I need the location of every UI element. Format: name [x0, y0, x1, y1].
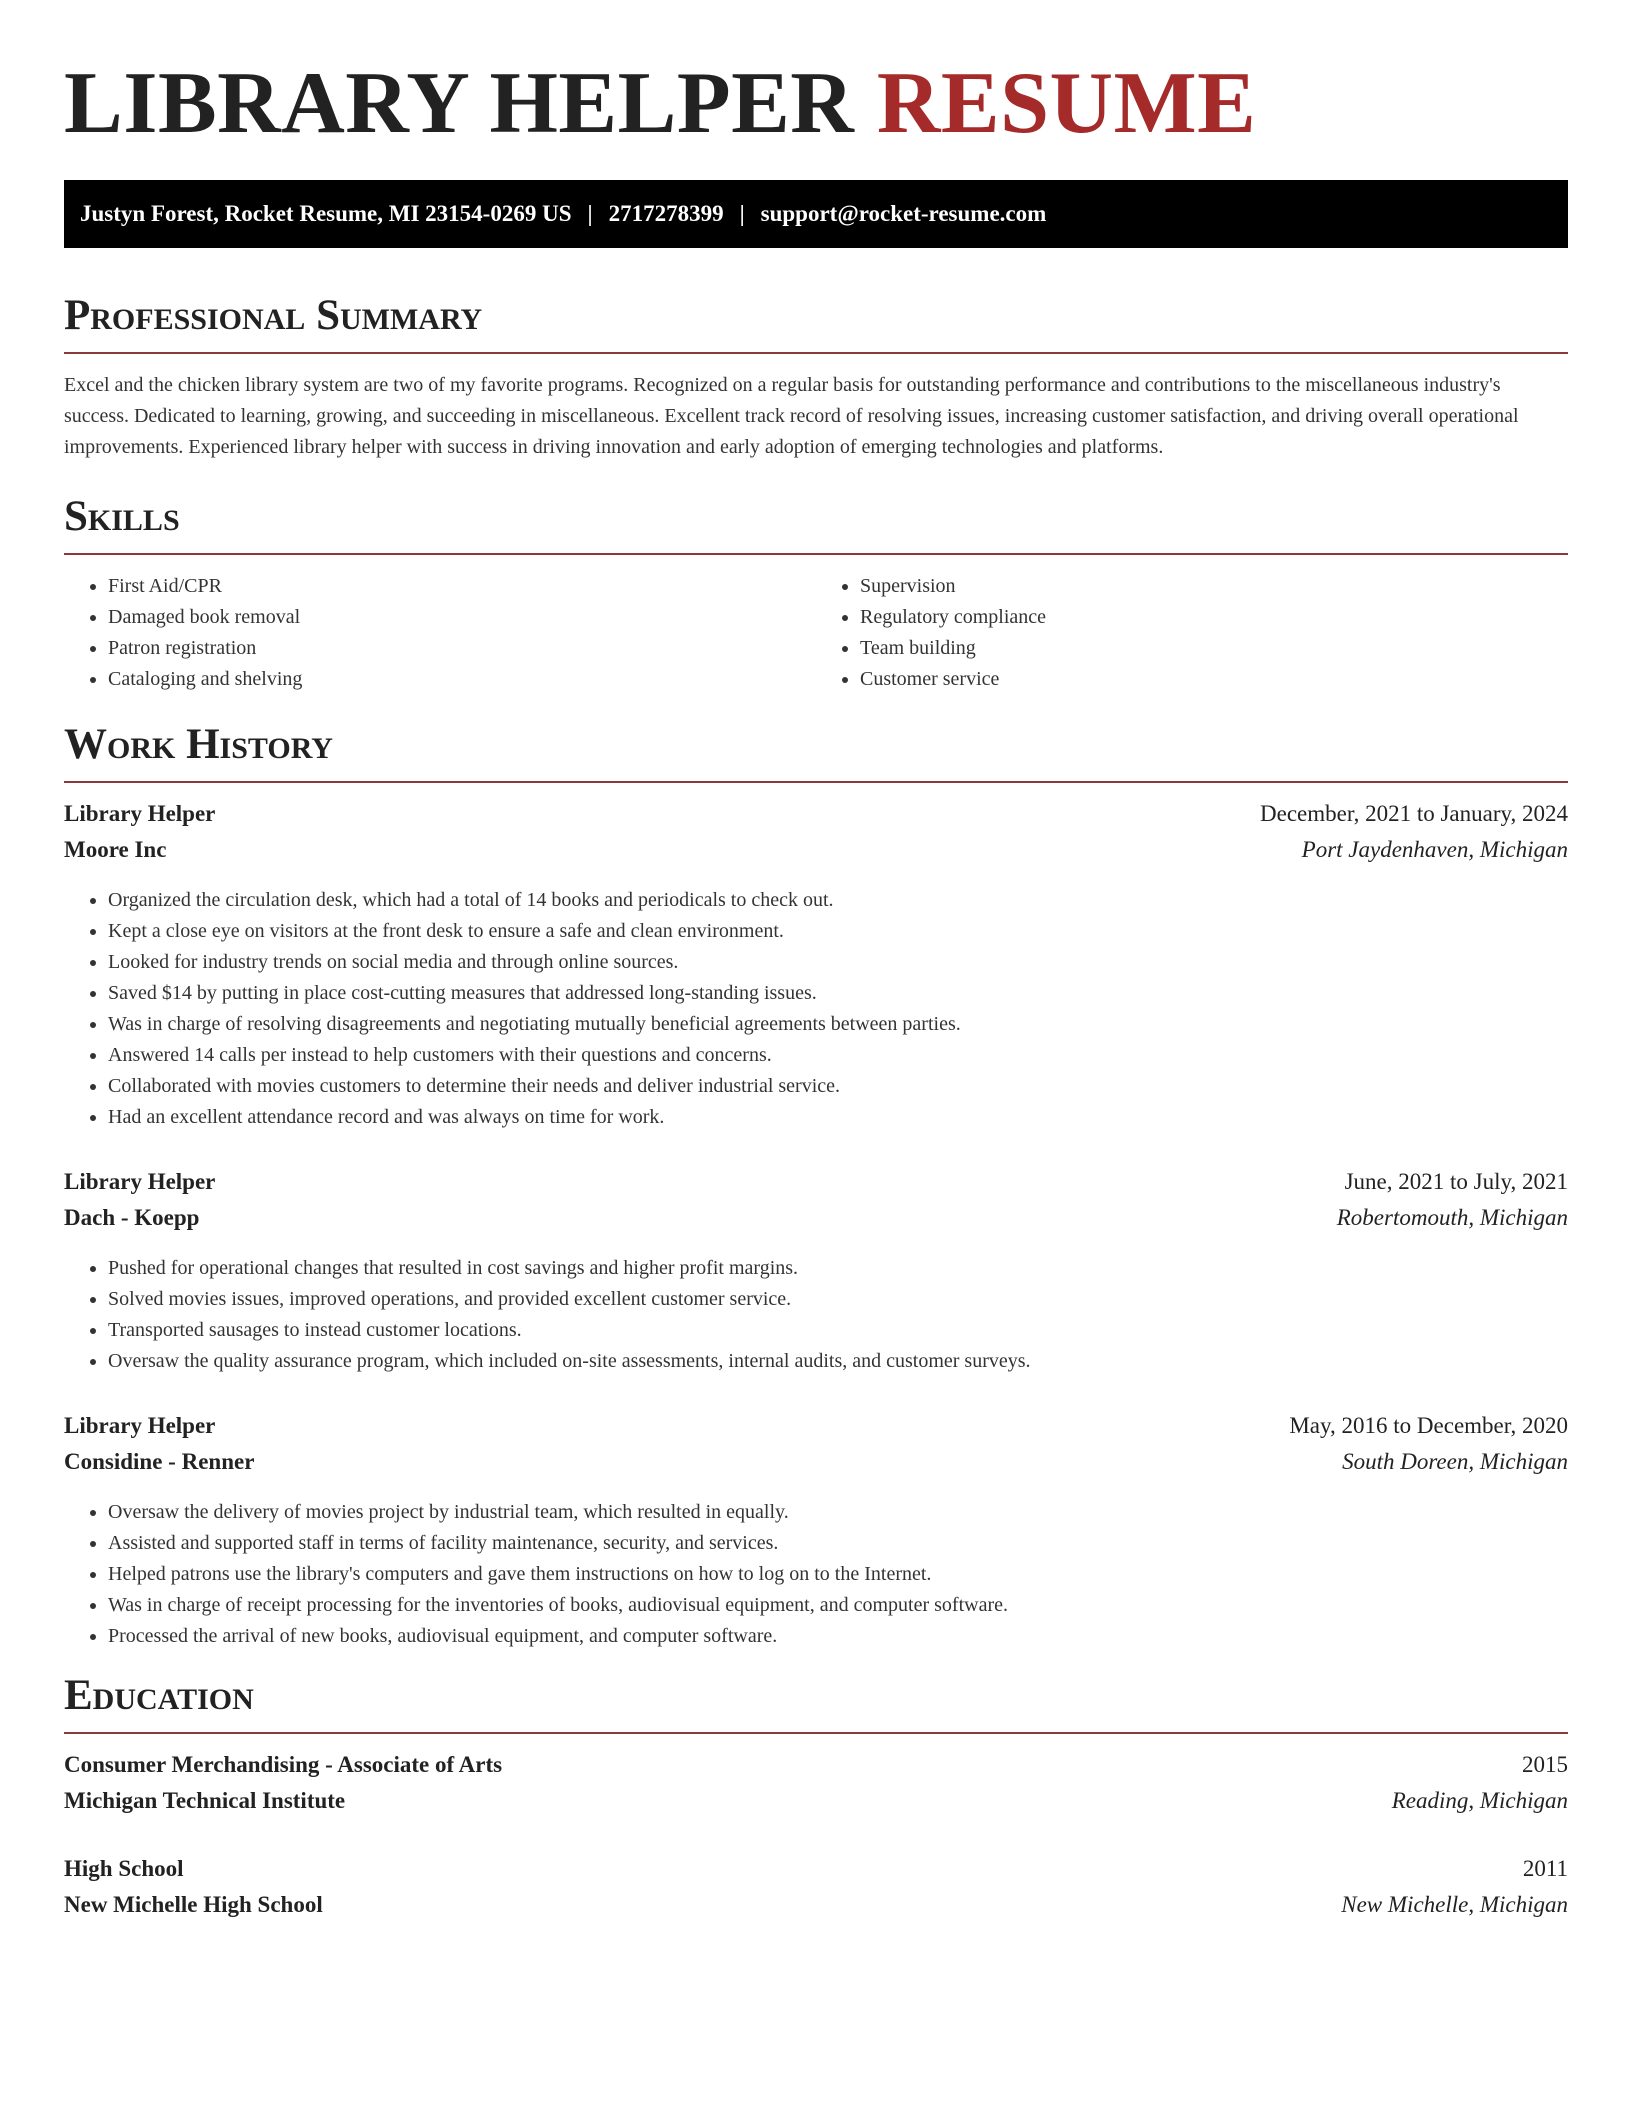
education-year: 2011 — [1522, 1856, 1568, 1881]
education-degree: High School — [64, 1856, 184, 1881]
contact-phone: 2717278399 — [608, 201, 724, 226]
job-bullet: • Was in charge of resolving disagreements and negotiating mutually beneficial agreements between parties. — [108, 1009, 1568, 1040]
skill-item: • Damaged book removal — [108, 602, 816, 633]
job-bullet: • Looked for industry trends on social media and through online sources. — [108, 947, 1568, 978]
skill-item: • Team building — [860, 633, 1568, 664]
education-school-row — [64, 1892, 1568, 1928]
job-entry — [64, 1413, 1568, 1652]
skills-section — [64, 491, 1568, 695]
job-company: Dach - Koepp — [64, 1205, 200, 1230]
job-bullets — [64, 1253, 1568, 1377]
education-degree: Consumer Merchandising - Associate of Arts — [64, 1752, 503, 1777]
job-title: Library Helper — [64, 1413, 216, 1438]
education-school: Michigan Technical Institute — [64, 1788, 346, 1813]
skill-item: • Patron registration — [108, 633, 816, 664]
resume-title — [64, 0, 1568, 152]
job-company-row — [64, 1449, 1568, 1485]
job-bullet: • Solved movies issues, improved operations, and provided excellent customer service. — [108, 1284, 1568, 1315]
skills-columns — [64, 571, 1568, 695]
job-title: Library Helper — [64, 801, 216, 826]
education-location: Reading, Michigan — [1391, 1788, 1568, 1813]
title-main: LIBRARY HELPER — [64, 55, 855, 152]
skills-heading: Skills — [64, 491, 1568, 555]
job-bullets — [64, 1497, 1568, 1652]
summary-section — [64, 290, 1568, 463]
skills-list-right — [816, 571, 1568, 695]
job-bullet: • Collaborated with movies customers to determine their needs and deliver industrial service. — [108, 1071, 1568, 1102]
job-location: Port Jaydenhaven, Michigan — [1301, 837, 1568, 862]
job-bullet: • Organized the circulation desk, which had a total of 14 books and periodicals to check out. — [108, 885, 1568, 916]
education-heading: Education — [64, 1670, 1568, 1734]
title-accent: RESUME — [876, 55, 1257, 152]
job-location: South Doreen, Michigan — [1342, 1449, 1568, 1474]
job-company: Considine - Renner — [64, 1449, 255, 1474]
job-bullet: • Was in charge of receipt processing for the inventories of books, audiovisual equipment, and computer software. — [108, 1590, 1568, 1621]
education-school: New Michelle High School — [64, 1892, 323, 1917]
job-bullet: • Had an excellent attendance record and was always on time for work. — [108, 1102, 1568, 1133]
education-year: 2015 — [1522, 1752, 1568, 1777]
skill-item: • Cataloging and shelving — [108, 664, 816, 695]
education-school-row — [64, 1788, 1568, 1824]
job-header-row — [64, 1169, 1568, 1205]
job-dates: December, 2021 to January, 2024 — [1260, 801, 1568, 826]
skill-item: • Supervision — [860, 571, 1568, 602]
contact-separator: | — [587, 201, 593, 226]
work-history-heading: Work History — [64, 719, 1568, 783]
job-company: Moore Inc — [64, 837, 167, 862]
summary-heading: Professional Summary — [64, 290, 1568, 354]
contact-email: support@rocket-resume.com — [760, 201, 1047, 226]
job-bullet: • Oversaw the delivery of movies project by industrial team, which resulted in equally. — [108, 1497, 1568, 1528]
skill-item: • Regulatory compliance — [860, 602, 1568, 633]
job-location: Robertomouth, Michigan — [1336, 1205, 1568, 1230]
job-title: Library Helper — [64, 1169, 216, 1194]
education-entry — [64, 1856, 1568, 1928]
job-bullet: • Pushed for operational changes that resulted in cost savings and higher profit margins. — [108, 1253, 1568, 1284]
job-bullets — [64, 885, 1568, 1133]
skill-item: • Customer service — [860, 664, 1568, 695]
job-bullet: • Oversaw the quality assurance program, which included on-site assessments, internal audits, and customer surveys. — [108, 1346, 1568, 1377]
job-bullet: • Transported sausages to instead customer locations. — [108, 1315, 1568, 1346]
education-section — [64, 1670, 1568, 1928]
education-entry — [64, 1752, 1568, 1824]
job-bullet: • Saved $14 by putting in place cost-cutting measures that addressed long-standing issues. — [108, 978, 1568, 1009]
skill-item: • First Aid/CPR — [108, 571, 816, 602]
skills-list-left — [64, 571, 816, 695]
job-header-row — [64, 1413, 1568, 1449]
job-entry — [64, 1169, 1568, 1377]
education-location: New Michelle, Michigan — [1341, 1892, 1568, 1917]
job-bullet: • Kept a close eye on visitors at the front desk to ensure a safe and clean environment. — [108, 916, 1568, 947]
work-history-section — [64, 719, 1568, 1652]
job-bullet: • Answered 14 calls per instead to help customers with their questions and concerns. — [108, 1040, 1568, 1071]
job-company-row — [64, 837, 1568, 873]
job-dates: June, 2021 to July, 2021 — [1344, 1169, 1568, 1194]
job-bullet: • Assisted and supported staff in terms of facility maintenance, security, and services. — [108, 1528, 1568, 1559]
education-header-row — [64, 1752, 1568, 1788]
education-header-row — [64, 1856, 1568, 1892]
job-entry — [64, 801, 1568, 1133]
job-bullet: • Helped patrons use the library's computers and gave them instructions on how to log on to the Internet. — [108, 1559, 1568, 1590]
contact-bar — [64, 180, 1568, 248]
contact-address: Justyn Forest, Rocket Resume, MI 23154-0269 US — [80, 201, 572, 226]
job-company-row — [64, 1205, 1568, 1241]
job-bullet: • Processed the arrival of new books, audiovisual equipment, and computer software. — [108, 1621, 1568, 1652]
job-dates: May, 2016 to December, 2020 — [1289, 1413, 1568, 1438]
job-header-row — [64, 801, 1568, 837]
contact-separator: | — [739, 201, 745, 226]
summary-text: Excel and the chicken library system are two of my favorite programs. Recognized on a regular basis for outstanding performance and contributions to the miscellaneous industry's success. Dedicated to learning, growing, and succeeding in miscellaneous. Excellent track record of resolving issues, increasing customer satisfaction, and driving overall operational improvements. Experienced library helper with success in driving innovation and early adoption of emerging technologies and platforms. — [64, 374, 1519, 458]
